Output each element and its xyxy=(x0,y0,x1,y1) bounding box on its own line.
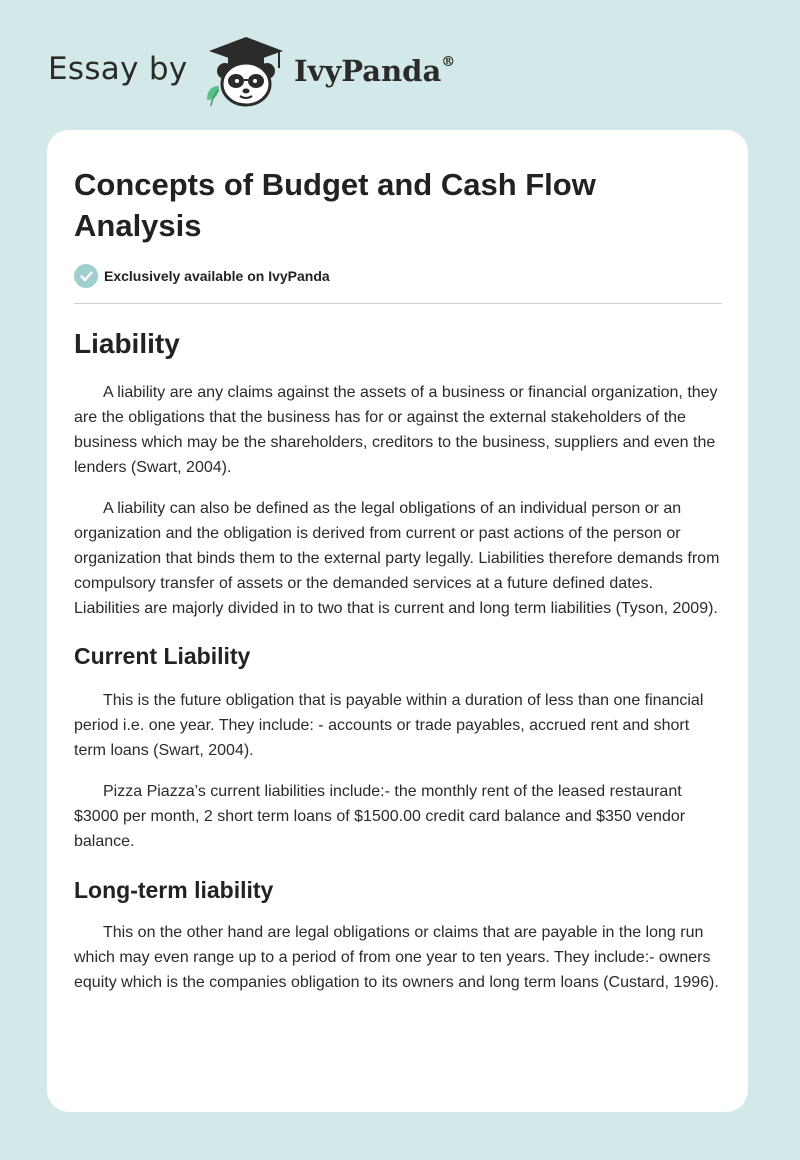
paragraph: This is the future obligation that is payable within a duration of less than one financial period i.e. one year. They include: - accounts or trade payables, accrued rent and short term loans (Swart, 2004). xyxy=(74,692,704,759)
exclusive-badge xyxy=(74,263,330,289)
site-header xyxy=(48,34,508,114)
paragraph: A liability are any claims against the assets of a business or financial organization, they are the obligations that the business has for or against the external stakeholders of the business which may be the shareholders, creditors to the business, suppliers and even the lenders (Swart, 2004). xyxy=(74,384,718,476)
essay-by-label: Essay by xyxy=(48,51,188,87)
check-icon xyxy=(74,264,98,288)
badge-label: Exclusively available on IvyPanda xyxy=(104,268,330,284)
divider xyxy=(74,303,722,304)
section-heading-current-liability: Current Liability xyxy=(74,643,251,669)
section-heading-liability: Liability xyxy=(74,328,180,359)
paragraph: This on the other hand are legal obligations or claims that are payable in the long run which may even range up to a period of from one year to ten years. They include:- owners equity which is the companies obligation to its owners and long term loans (Custard, 1996). xyxy=(74,924,719,991)
section-heading-long-term-liability: Long-term liability xyxy=(74,877,274,903)
essay-card xyxy=(47,130,748,1112)
paragraph: Pizza Piazza’s current liabilities include:- the monthly rent of the leased restaurant $3000 per month, 2 short term loans of $1500.00 credit card balance and $350 vendor balance. xyxy=(74,783,686,850)
leaf-icon xyxy=(207,86,219,106)
article-body xyxy=(74,320,722,995)
panda-logo-icon xyxy=(203,34,289,110)
paragraph: A liability can also be defined as the legal obligations of an individual person or an organization and the obligation is derived from current or past actions of the person or organization that binds them to the external party legally. Liabilities therefore demands from compulsory transfer of assets or the demanded services at a future defined dates. Liabilities are majorly divided in to two that is current and long term liabilities (Tyson, 2009). xyxy=(74,500,720,617)
page-title: Concepts of Budget and Cash Flow Analysis xyxy=(74,167,596,243)
brand-name[interactable]: IvyPanda® xyxy=(294,54,456,88)
